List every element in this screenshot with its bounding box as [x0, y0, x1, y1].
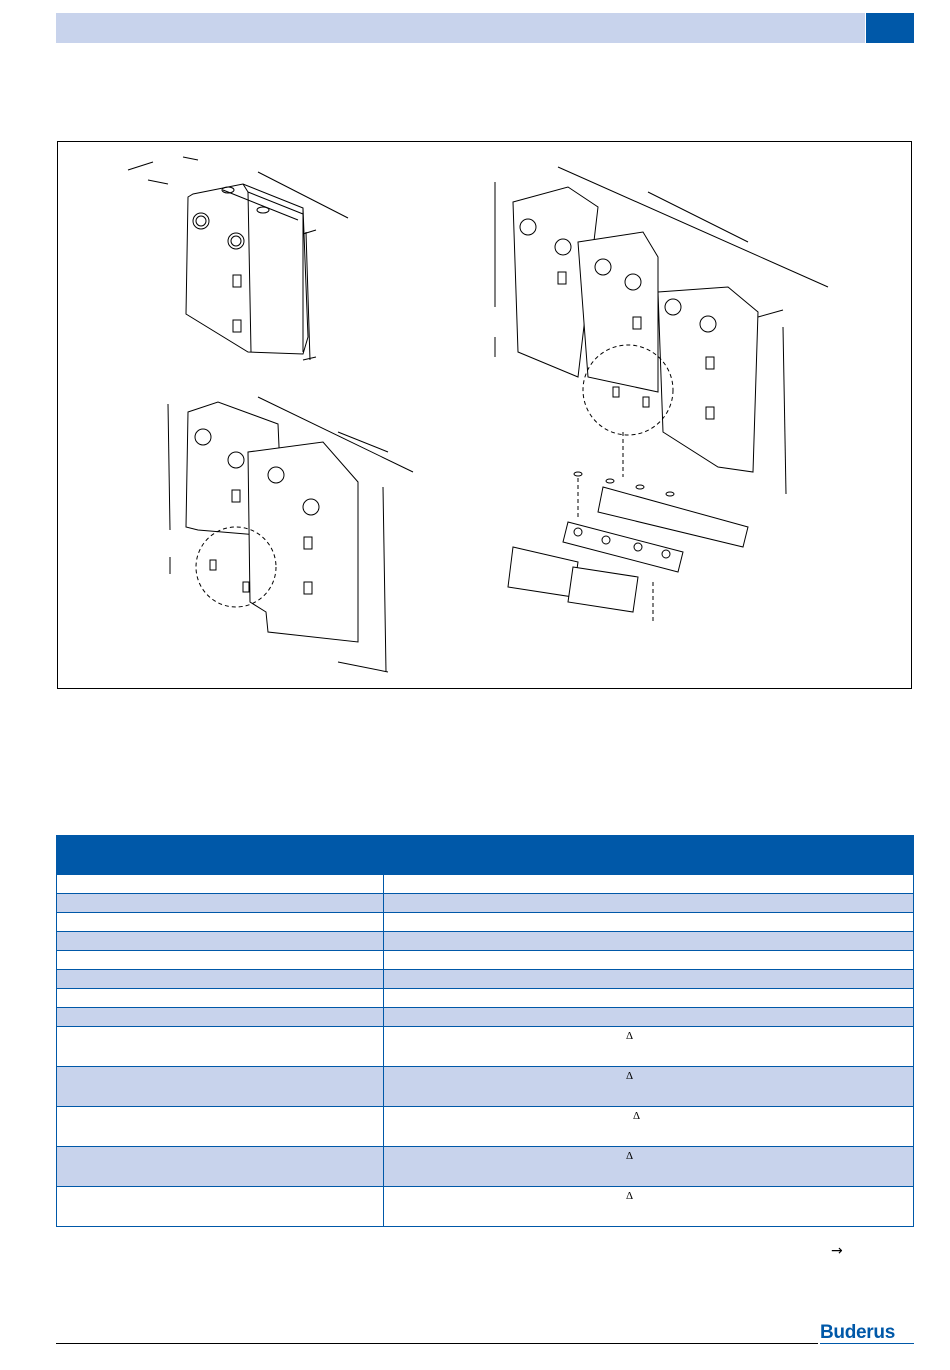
table-row [57, 1027, 914, 1067]
dimension-drawing [58, 142, 912, 689]
table-cell-label [57, 913, 384, 932]
table-row [57, 970, 914, 989]
table-cell-label [57, 1187, 384, 1227]
table-row [57, 1008, 914, 1027]
table-row [57, 894, 914, 913]
table-cell-label [57, 989, 384, 1008]
table-cell-value [384, 989, 914, 1008]
continue-arrow-icon: → [831, 1243, 843, 1259]
table-row [57, 913, 914, 932]
delta-symbol: Δ [633, 1110, 641, 1122]
table-cell-value [384, 1187, 914, 1227]
table-cell-value [384, 875, 914, 894]
table-cell-label [57, 875, 384, 894]
logo-underline [820, 1343, 914, 1344]
table-cell-value [384, 894, 914, 913]
table-row [57, 1147, 914, 1187]
table-cell-value [384, 1107, 914, 1147]
table-row [57, 1067, 914, 1107]
table-cell-value [384, 951, 914, 970]
delta-symbol: Δ [626, 1150, 634, 1162]
table-header-cell [57, 836, 384, 875]
table-header-row [57, 836, 914, 875]
table-cell-value [384, 1147, 914, 1187]
table-cell-label [57, 1147, 384, 1187]
delta-symbol: Δ [626, 1030, 634, 1042]
table-cell-label [57, 1067, 384, 1107]
spec-table [56, 835, 914, 1227]
table-cell-value [384, 932, 914, 951]
table-cell-label [57, 932, 384, 951]
table-row [57, 932, 914, 951]
table-row [57, 1107, 914, 1147]
header-tab-block [866, 13, 914, 43]
table-cell-label [57, 951, 384, 970]
table-row [57, 1187, 914, 1227]
single-module-icon [128, 157, 348, 360]
buderus-logo: Buderus [820, 1322, 895, 1343]
table-cell-label [57, 1008, 384, 1027]
table-cell-label [57, 894, 384, 913]
table-cell-value [384, 1008, 914, 1027]
double-module-icon [168, 397, 413, 672]
table-cell-value [384, 1067, 914, 1107]
dimension-figure [57, 141, 912, 689]
table-cell-label [57, 1027, 384, 1067]
table-cell-label [57, 970, 384, 989]
table-cell-value [384, 913, 914, 932]
triple-module-icon [495, 167, 828, 494]
table-cell-label [57, 1107, 384, 1147]
delta-symbol: Δ [626, 1070, 634, 1082]
table-cell-value [384, 970, 914, 989]
table-row [57, 989, 914, 1008]
header-band [56, 13, 865, 43]
footer-rule [56, 1343, 818, 1344]
table-cell-value [384, 1027, 914, 1067]
table-header-cell [384, 836, 914, 875]
table-row [57, 875, 914, 894]
delta-symbol: Δ [626, 1190, 634, 1202]
table-row [57, 951, 914, 970]
table-body [57, 875, 914, 1227]
